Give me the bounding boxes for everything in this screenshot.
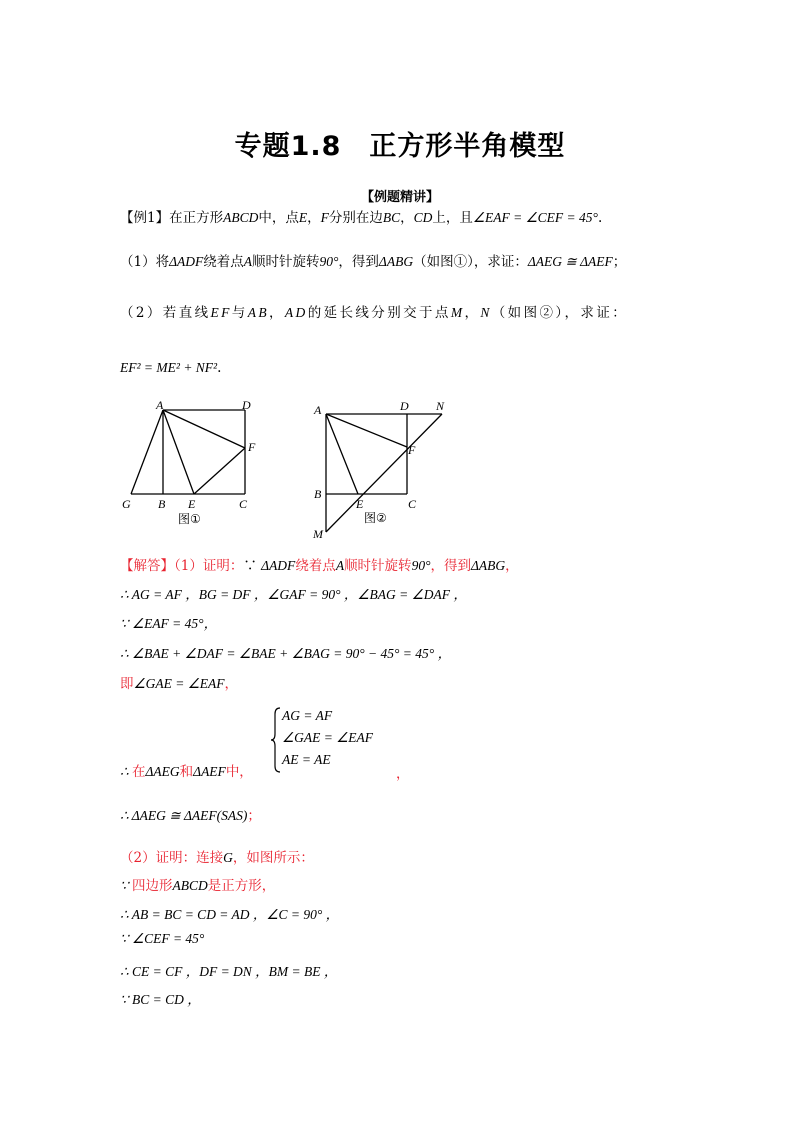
page-title: 专题1.8 正方形半角模型 [234, 131, 566, 162]
math-ef: EF [210, 305, 232, 320]
line-ef [194, 448, 245, 494]
solution-line-6 [120, 760, 253, 780]
text: ，如图所示： [232, 850, 314, 866]
math-abg: ΔABG [470, 558, 506, 573]
text: （如图①），求证： [413, 254, 528, 270]
math-deg: 90° [319, 254, 339, 269]
text: ，得到 [430, 558, 471, 574]
system-eq-2: ∠GAE = ∠EAF [282, 730, 374, 745]
text: 顺时针旋转 [344, 558, 412, 574]
math-aeg: ΔAEG [145, 764, 180, 779]
math-deg: 90° [411, 558, 431, 573]
label-c: C [239, 497, 248, 511]
line-ae [326, 414, 358, 494]
math-cd: CD [413, 210, 433, 225]
problem-part-2 [120, 301, 628, 321]
text: ， [400, 210, 414, 226]
math-abcd: ABCD [223, 210, 259, 225]
label-f: F [248, 440, 256, 454]
text: 上，且 [432, 210, 473, 226]
text: 即 [120, 676, 134, 692]
solution-line-5 [120, 672, 238, 692]
solution-tag: 【解答】 [120, 558, 174, 574]
solution-line-11: ∵ ∠CEF = 45° [120, 931, 205, 946]
text: 的延长线分别交于点 [307, 305, 451, 321]
math-condition: ∠EAF = ∠CEF = 45° [472, 210, 598, 225]
text: ， [269, 305, 285, 321]
math-adf: ΔADF [169, 254, 204, 269]
math-e: E [298, 210, 308, 225]
problem-part-1 [120, 250, 626, 270]
text: 在正方形 [169, 210, 224, 226]
label-m: M [313, 527, 323, 541]
math-angle: ∠GAE = ∠EAF [133, 676, 225, 691]
problem-equation [120, 360, 221, 376]
solution-line-9 [120, 874, 275, 894]
label-e: E [188, 497, 196, 511]
math-a: A [243, 254, 253, 269]
solution-line-1 [120, 554, 519, 574]
math-congruence: ΔAEG ≅ ΔAEF [527, 254, 613, 269]
text: （2）若直线 [120, 305, 211, 321]
math-m: M [450, 305, 465, 320]
equation-system [270, 706, 400, 774]
label-b: B [158, 497, 166, 511]
text: 绕着点 [203, 254, 244, 270]
text: 与 [231, 305, 248, 321]
problem-line-1 [120, 206, 602, 226]
text: ， [224, 676, 239, 692]
label-b: B [314, 487, 322, 501]
label-g: G [122, 497, 131, 511]
math-equation: EF² = ME² + NF² [120, 360, 218, 375]
text: （1）证明： [174, 558, 244, 574]
label-d: D [400, 399, 409, 413]
solution-line-4: ∴ ∠BAE + ∠DAF = ∠BAE + ∠BAG = 90° − 45° = 45° ， [120, 646, 452, 661]
math-bc: BC [382, 210, 401, 225]
math-ad: AD [284, 305, 308, 320]
text: ； [612, 254, 627, 270]
label-n: N [436, 399, 445, 413]
example-tag: 【例1】 [120, 210, 170, 226]
text: ， [505, 558, 519, 574]
math-aef: ΔAEF [193, 764, 226, 779]
figure-1 [118, 396, 268, 528]
text: （如图②），求证： [491, 305, 629, 321]
label-a: A [314, 403, 322, 417]
text: 绕着点 [295, 558, 336, 574]
label-c: C [408, 497, 417, 511]
section-heading: 【例题精讲】 [360, 190, 439, 205]
left-brace [270, 706, 282, 774]
text: . [217, 360, 222, 376]
system-eq-1: AG = AF [282, 708, 333, 723]
math-g: G [223, 850, 233, 865]
text: 四边形 [131, 878, 173, 894]
label-d: D [242, 398, 251, 412]
line-ag [131, 410, 163, 494]
solution-line-10: ∴ AB = BC = CD = AD ，∠C = 90° ， [120, 907, 340, 922]
label-a: A [156, 398, 164, 412]
text: 分别在边 [328, 210, 383, 226]
line-af [326, 414, 407, 447]
text: ∵ [243, 558, 262, 574]
label-f: F [408, 443, 416, 457]
solution-line-13: ∵ BC = CD ， [120, 992, 201, 1007]
solution-line-3: ∵ ∠EAF = 45°， [120, 616, 218, 631]
solution-line-7 [120, 804, 261, 824]
solution-line-6-end: ， [396, 766, 410, 782]
math-a: A [335, 558, 345, 573]
math-abcd: ABCD [172, 878, 208, 893]
text: ∵ [120, 878, 132, 893]
text: ， [307, 210, 321, 226]
text: 是正方形， [207, 878, 276, 894]
math-n: N [480, 305, 492, 320]
figure-2 [306, 396, 466, 544]
solution-line-2: ∴ AG = AF ，BG = DF ，∠GAF = 90° ，∠BAG = ∠DAF ， [120, 587, 467, 602]
system-eq-3: AE = AE [282, 752, 331, 767]
label-e: E [356, 497, 364, 511]
solution-line-8 [120, 846, 314, 866]
math-ab: AB [247, 305, 269, 320]
solution-line-12: ∴ CE = CF ，DF = DN ，BM = BE ， [120, 964, 338, 979]
text: . [597, 210, 603, 226]
text: （1）将 [120, 254, 170, 270]
math-adf: ΔADF [261, 558, 296, 573]
math-abg: ΔABG [378, 254, 414, 269]
text: ∴ [120, 764, 132, 779]
text: 中， [225, 764, 253, 780]
text: 在 [131, 764, 146, 780]
text: 中，点 [258, 210, 299, 226]
math-f: F [320, 210, 329, 225]
text: ， [464, 305, 481, 321]
figure-2-caption: 图② [364, 511, 387, 525]
text: （2）证明：连接 [120, 850, 224, 866]
text: ，得到 [338, 254, 379, 270]
text: 顺时针旋转 [252, 254, 320, 270]
text: 和 [179, 764, 194, 780]
math-congruence: ∴ ΔAEG ≅ ΔAEF(SAS) [120, 808, 248, 823]
figure-1-caption: 图① [178, 512, 201, 526]
text: ； [247, 808, 261, 824]
